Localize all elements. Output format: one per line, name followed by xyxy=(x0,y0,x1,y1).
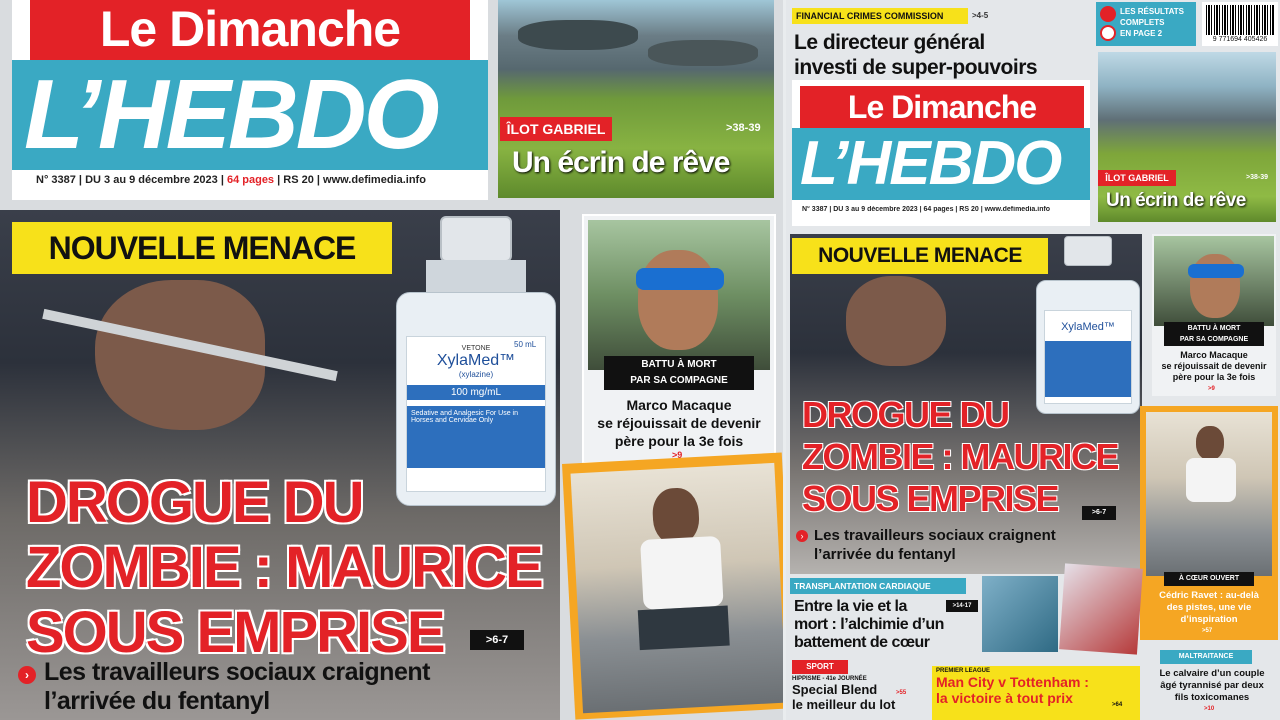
malt-line-3: fils toxicomanes xyxy=(1174,692,1250,703)
transplant-text xyxy=(794,598,944,652)
marco-tag-line-1: BATTU À MORT xyxy=(641,359,717,370)
cedric-line-3: d’inspiration xyxy=(1180,614,1238,625)
right-marco-text-line-2: se réjouissait de devenir xyxy=(1161,361,1267,371)
issue-number: N° 3387 xyxy=(36,174,76,186)
cedric-card xyxy=(1140,406,1278,640)
right-marco-text-line-1: Marco Macaque xyxy=(1180,350,1248,360)
right-marco-card xyxy=(1152,234,1276,396)
results-line-1: LES RÉSULTATS xyxy=(1120,7,1184,16)
marco-text-line-2: se réjouissait de devenir xyxy=(597,415,761,431)
issue-pages: 64 pages xyxy=(226,174,275,186)
results-line-3: EN PAGE 2 xyxy=(1120,29,1163,38)
right-masthead xyxy=(792,80,1090,226)
ilot-tag: ÎLOT GABRIEL xyxy=(500,117,612,141)
barcode xyxy=(1202,2,1278,46)
sunglasses xyxy=(636,268,724,290)
marco-tag-line-2: PAR SA COMPAGNE xyxy=(630,375,728,386)
vial-desc: Sedative and Analgesic For Use in Horses and Cervidae Only xyxy=(407,406,545,468)
right-marco-pages: >9 xyxy=(1208,386,1215,392)
transplant-line-1: Entre la vie et la xyxy=(794,598,907,615)
transplant-pages: >14-17 xyxy=(946,600,978,612)
marco-photo xyxy=(588,220,770,370)
subhead-line-2: l’arrivée du fentanyl xyxy=(44,687,270,715)
right-main-headline xyxy=(802,394,1142,520)
fcc-tag xyxy=(792,8,968,24)
right-headline-line-3: SOUS EMPRISE xyxy=(802,478,1059,519)
marco-tag xyxy=(604,356,754,390)
right-headline-line-1: DROGUE DU xyxy=(802,394,1009,435)
sport-tag: SPORT xyxy=(792,660,848,674)
pl-line-1: Man City v Tottenham : xyxy=(936,674,1089,690)
headline-line-2: ZOMBIE : MAURICE xyxy=(26,535,542,600)
fcc-title-line-1: Le directeur général xyxy=(794,31,985,54)
issue-dates: DU 3 au 9 décembre 2023 xyxy=(85,174,218,186)
malt-text xyxy=(1144,668,1280,704)
fcc-tag-text: FINANCIAL CRIMES COMMISSION xyxy=(796,11,944,21)
right-cover xyxy=(786,0,1280,720)
transplant-line-2: mort : l’alchimie d’un xyxy=(794,616,944,633)
cedric-text xyxy=(1144,590,1274,626)
transplant-tag: TRANSPLANTATION CARDIAQUE xyxy=(790,578,966,594)
masthead-top: Le Dimanche xyxy=(30,0,470,60)
pl-tag: PREMIER LEAGUE xyxy=(936,668,991,674)
malt-line-2: âgé tyrannisé par deux xyxy=(1160,680,1264,691)
headline-line-1: DROGUE DU xyxy=(26,470,363,535)
right-ilot-title: Un écrin de rêve xyxy=(1106,190,1246,211)
lotto-icon xyxy=(1100,6,1116,22)
hippisme-line-1: Special Blend xyxy=(792,682,878,697)
gym-photo xyxy=(571,463,783,713)
hippisme-tag: HIPPISME - 41e JOURNÉE xyxy=(792,676,867,682)
issue-price: RS 20 xyxy=(283,174,314,186)
right-marco-tag-line-1: BATTU À MORT xyxy=(1187,325,1241,332)
issue-line: N° 3387 | DU 3 au 9 décembre 2023 | 64 pages | RS 20 | www.defimedia.info xyxy=(36,174,426,186)
main-headline xyxy=(26,470,546,665)
xylamed-vial xyxy=(396,216,556,506)
marco-text xyxy=(588,396,770,450)
right-subhead-line-2: l’arrivée du fentanyl xyxy=(814,546,956,563)
surgery-photo-2 xyxy=(1059,563,1143,654)
subhead xyxy=(44,658,554,716)
headline-line-3: SOUS EMPRISE xyxy=(26,600,444,665)
threat-banner: NOUVELLE MENACE xyxy=(12,222,392,274)
masthead xyxy=(12,0,488,200)
headline-pages: >6-7 xyxy=(470,630,524,650)
malt-pages: >10 xyxy=(1204,706,1215,712)
barcode-bars xyxy=(1206,5,1274,35)
barcode-digits: 9 771694 405426 xyxy=(1212,36,1268,43)
right-ilot-tag: ÎLOT GABRIEL xyxy=(1098,170,1176,186)
vial-volume: 50 mL xyxy=(514,340,537,349)
issue-site: www.defimedia.info xyxy=(323,174,426,186)
results-badge xyxy=(1096,2,1196,46)
subhead-line-1: Les travailleurs sociaux craignent xyxy=(44,658,430,686)
right-issue-line: N° 3387 | DU 3 au 9 décembre 2023 | 64 pages | RS 20 | www.defimedia.info xyxy=(802,206,1051,213)
ilot-pages: >38-39 xyxy=(726,122,761,134)
coeur-tag: À CŒUR OUVERT xyxy=(1164,572,1254,586)
gym-card xyxy=(562,452,783,719)
cedric-line-2: des pistes, une vie xyxy=(1166,602,1252,613)
right-marco-text xyxy=(1154,350,1274,383)
pl-pages: >64 xyxy=(1112,702,1123,708)
right-threat-banner: NOUVELLE MENACE xyxy=(792,238,1048,274)
maltraitance-tag: MALTRAITANCE xyxy=(1160,650,1252,664)
pl-block xyxy=(932,666,1140,720)
right-subhead-bullet: › xyxy=(796,530,808,542)
pl-line-2: la victoire à tout prix xyxy=(936,690,1073,706)
results-line-2: COMPLETS xyxy=(1120,18,1165,27)
cedric-line-1: Cédric Ravet : au-delà xyxy=(1159,590,1259,601)
fcc-pages: >4-5 xyxy=(972,11,989,20)
right-masthead-bottom: L’HEBDO xyxy=(800,129,1061,198)
right-ilot-pages: >38-39 xyxy=(1246,174,1268,181)
hippisme-block xyxy=(792,676,932,712)
malt-line-1: Le calvaire d’un couple xyxy=(1159,668,1265,679)
right-headline-line-2: ZOMBIE : MAURICE xyxy=(802,436,1118,477)
marco-card xyxy=(582,214,776,464)
fcc-title-line-2: investi de super-pouvoirs xyxy=(794,56,1038,79)
transplant-line-3: battement de cœur xyxy=(794,634,930,651)
fcc-title xyxy=(794,30,1094,80)
right-marco-text-line-3: père pour la 3e fois xyxy=(1172,372,1256,382)
right-vial xyxy=(1036,236,1140,414)
cedric-pages: >57 xyxy=(1202,628,1213,634)
marco-text-line-3: père pour la 3e fois xyxy=(614,433,744,449)
right-subhead-line-1: Les travailleurs sociaux craignent xyxy=(814,527,1056,544)
marco-pages: >9 xyxy=(672,450,683,460)
results-text xyxy=(1120,6,1194,39)
subhead-bullet: › xyxy=(18,666,36,684)
cedric-photo xyxy=(1146,412,1272,576)
ilot-title: Un écrin de rêve xyxy=(512,146,730,179)
hippisme-line-2: le meilleur du lot xyxy=(792,697,896,712)
vial-name: XylaMed™ xyxy=(436,352,516,369)
masthead-bottom: L’HEBDO xyxy=(24,59,437,169)
marco-text-line-1: Marco Macaque xyxy=(626,397,732,413)
vial-sub: (xylazine) xyxy=(458,370,494,379)
right-subhead xyxy=(814,526,1134,564)
right-marco-photo xyxy=(1154,236,1274,326)
vial-dose: 100 mg/mL xyxy=(407,385,545,400)
surgery-photo-1 xyxy=(982,576,1058,652)
hippisme-pages: >55 xyxy=(896,690,907,696)
right-vial-name: XylaMed™ xyxy=(1061,321,1115,333)
right-sunglasses xyxy=(1188,264,1244,278)
vial-brand: VETONE xyxy=(461,345,491,352)
right-headline-pages: >6-7 xyxy=(1082,506,1116,520)
right-masthead-top: Le Dimanche xyxy=(800,86,1084,128)
right-marco-tag xyxy=(1164,322,1264,346)
right-marco-tag-line-2: PAR SA COMPAGNE xyxy=(1179,336,1249,343)
loto-icon xyxy=(1100,25,1116,41)
